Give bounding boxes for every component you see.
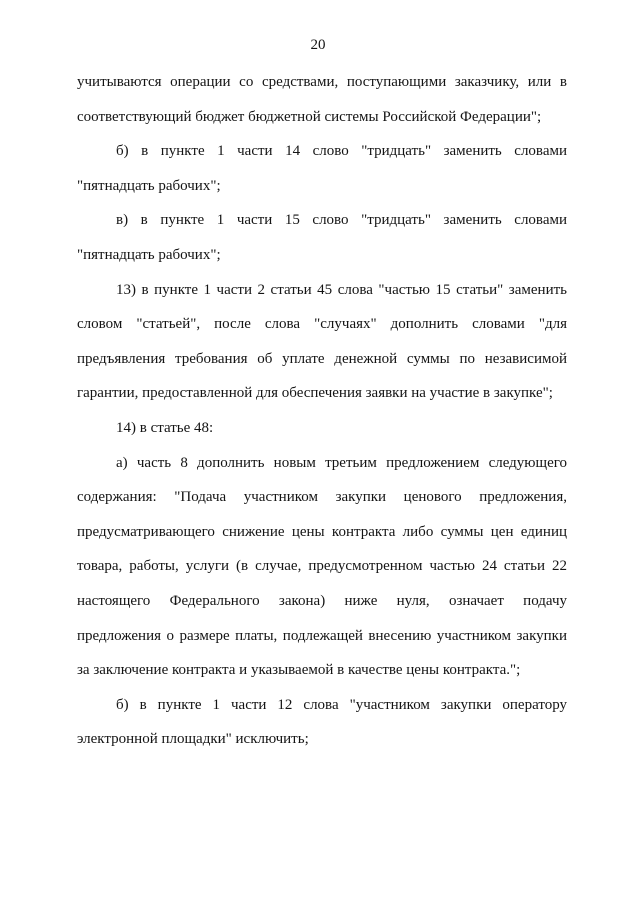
text-line: "пятнадцать рабочих";	[77, 246, 221, 263]
paragraph-item-13	[77, 273, 567, 411]
text-line: 14) в статье 48:	[116, 419, 214, 436]
text-line: предъявления требования об уплате денежной суммы по независимой	[77, 350, 567, 367]
text-line: б) в пункте 1 части 14 слово "тридцать" заменить словами	[116, 143, 567, 160]
paragraph-continuation	[77, 65, 567, 134]
text-line: настоящего Федерального закона) ниже нуля, означает подачу	[77, 592, 567, 609]
text-line: в) в пункте 1 части 15 слово "тридцать" заменить словами	[116, 212, 567, 229]
text-line: соответствующий бюджет бюджетной системы Российской Федерации";	[77, 108, 542, 125]
paragraph-item-b-part-12	[77, 688, 567, 757]
text-line: предусматривающего снижение цены контракта либо суммы цен единиц	[77, 523, 567, 540]
text-line: "пятнадцать рабочих";	[77, 177, 221, 194]
paragraph-item-14	[77, 411, 567, 446]
text-line: товара, работы, услуги (в случае, предусмотренном частью 24 статьи 22	[77, 558, 567, 575]
text-line: содержания: "Подача участником закупки ценового предложения,	[77, 489, 567, 506]
page-number: 20	[310, 37, 326, 53]
paragraph-item-b-part-14	[77, 134, 567, 203]
text-line: б) в пункте 1 части 12 слова "участником закупки оператору	[116, 696, 567, 713]
text-line: учитываются операции со средствами, поступающими заказчику, или в	[77, 74, 567, 90]
document-body	[77, 65, 567, 757]
text-line: предложения о размере платы, подлежащей внесению участником закупки	[77, 627, 567, 644]
text-line: за заключение контракта и указываемой в качестве цены контракта.";	[77, 662, 521, 679]
text-line: а) часть 8 дополнить новым третьим предложением следующего	[116, 454, 567, 471]
paragraph-item-v-part-15	[77, 203, 567, 272]
paragraph-item-a-part-8	[77, 446, 567, 688]
text-line: словом "статьей", после слова "случаях" дополнить словами "для	[77, 316, 567, 333]
text-line: гарантии, предоставленной для обеспечения заявки на участие в закупке";	[77, 385, 553, 402]
text-line: электронной площадки" исключить;	[77, 731, 309, 748]
text-line: 13) в пункте 1 части 2 статьи 45 слова "частью 15 статьи" заменить	[116, 281, 567, 298]
